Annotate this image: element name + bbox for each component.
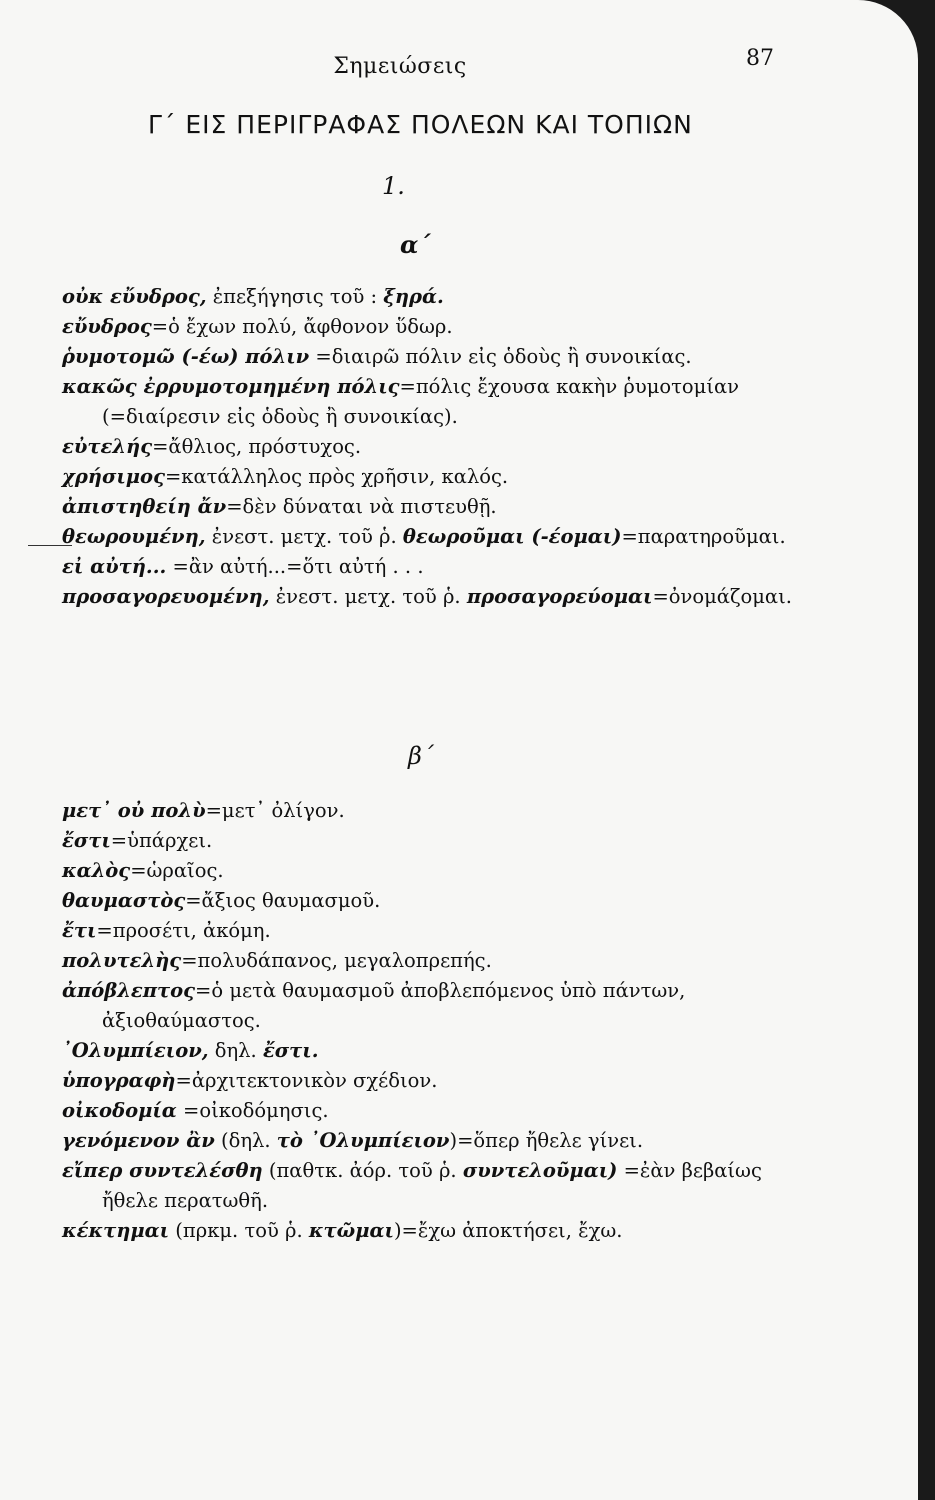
entry-term: προσαγορευομένη, xyxy=(62,585,270,608)
entry-definition: =διαιρῶ πόλιν εἰς ὁδοὺς ἢ συνοικίας. xyxy=(309,345,692,368)
glossary-block-a xyxy=(62,282,802,612)
glossary-entry xyxy=(62,946,802,976)
entry-term: θαυμαστὸς xyxy=(62,889,186,912)
entry-term: θεωρουμένη, xyxy=(62,525,206,548)
glossary-entry xyxy=(62,522,802,552)
running-head: Σημειώσεις xyxy=(333,54,467,79)
entry-term: ὑπογραφὴ xyxy=(62,1069,176,1092)
entry-definition: =ὀνομάζομαι. xyxy=(652,585,792,608)
glossary-entry xyxy=(62,1096,802,1126)
glossary-entry xyxy=(62,492,802,522)
glossary-entry xyxy=(62,976,802,1036)
entry-term: πολυτελὴς xyxy=(62,949,182,972)
entry-definition: (δηλ. xyxy=(214,1129,277,1152)
entry-definition: =ἀρχιτεκτονικὸν σχέδιον. xyxy=(175,1069,438,1092)
glossary-entry xyxy=(62,1036,802,1066)
glossary-entry xyxy=(62,916,802,946)
entry-secondary-term: κτῶμαι xyxy=(308,1219,394,1242)
glossary-entry xyxy=(62,462,802,492)
entry-term: ἔστι xyxy=(62,829,111,852)
entry-definition: =πόλις ἔχουσα κακὴν ῥυμοτομίαν (=διαίρεσιν εἰς ὁδοὺς ἢ συνοικίας). xyxy=(102,375,739,428)
entry-definition: )=ἔχω ἀποκτήσει, ἔχω. xyxy=(393,1219,623,1242)
entry-secondary-term: προσαγορεύομαι xyxy=(466,585,653,608)
entry-definition: =ὁ μετὰ θαυμασμοῦ ἀποβλεπόμενος ὑπὸ πάντων, ἀξιοθαύμαστος. xyxy=(102,979,686,1032)
entry-secondary-term: θεωροῦμαι (-έομαι) xyxy=(402,525,622,548)
entry-definition: =ἂν αὐτή...=ὅτι αὐτή . . . xyxy=(166,555,424,578)
entry-term: εἴπερ συντελέσθη xyxy=(62,1159,263,1182)
glossary-entry xyxy=(62,552,802,582)
entry-secondary-term: συντελοῦμαι) xyxy=(462,1159,618,1182)
glossary-entry xyxy=(62,856,802,886)
entry-definition: =ὡραῖος. xyxy=(130,859,224,882)
section-title: Γ΄ ΕΙΣ ΠΕΡΙΓΡΑΦΑΣ ΠΟΛΕΩΝ ΚΑΙ ΤΟΠΙΩΝ xyxy=(148,110,693,139)
entry-term: εἰ αὐτή... xyxy=(62,555,167,578)
entry-definition: )=ὅπερ ἤθελε γίνει. xyxy=(449,1129,644,1152)
entry-definition: ἐνεστ. μετχ. τοῦ ῥ. xyxy=(269,585,467,608)
entry-secondary-term: ξηρά. xyxy=(383,285,444,308)
entry-definition: =προσέτι, ἀκόμη. xyxy=(96,919,271,942)
entry-term: χρήσιμος xyxy=(62,465,165,488)
entry-definition: =ἄξιος θαυμασμοῦ. xyxy=(185,889,381,912)
entry-definition: =ὑπάρχει. xyxy=(110,829,213,852)
glossary-entry xyxy=(62,342,802,372)
entry-term: γενόμενον ἂν xyxy=(62,1129,215,1152)
entry-definition: (παθτκ. ἀόρ. τοῦ ῥ. xyxy=(262,1159,463,1182)
glossary-entry xyxy=(62,282,802,312)
entry-definition: =κατάλληλος πρὸς χρῆσιν, καλός. xyxy=(164,465,509,488)
glossary-entry xyxy=(62,1156,802,1216)
entry-secondary-term: ἔστι. xyxy=(262,1039,319,1062)
entry-definition: =μετ᾽ ὀλίγον. xyxy=(205,799,345,822)
entry-definition: δηλ. xyxy=(208,1039,263,1062)
entry-definition: =δὲν δύναται νὰ πιστευθῇ. xyxy=(226,495,497,518)
entry-term: ᾽Ολυμπίειον, xyxy=(62,1039,209,1062)
entry-term: ἀπιστηθείη ἄν xyxy=(62,495,227,518)
entry-definition: =οἰκοδόμησις. xyxy=(176,1099,329,1122)
glossary-entry xyxy=(62,372,802,432)
subsection-b-label: β΄ xyxy=(408,742,434,770)
glossary-entry xyxy=(62,582,802,612)
entry-term: ἔτι xyxy=(62,919,97,942)
entry-term: ῥυμοτομῶ (-έω) πόλιν xyxy=(62,345,310,368)
entry-term: κέκτημαι xyxy=(62,1219,170,1242)
entry-definition: =πολυδάπανος, μεγαλοπρεπής. xyxy=(181,949,492,972)
glossary-entry xyxy=(62,1216,802,1246)
entry-term: ἀπόβλεπτος xyxy=(62,979,196,1002)
scan-edge xyxy=(918,0,935,1500)
glossary-block-b xyxy=(62,796,802,1246)
entry-term: καλὸς xyxy=(62,859,131,882)
entry-definition: ἐπεξήγησις τοῦ : xyxy=(206,285,384,308)
glossary-entry xyxy=(62,826,802,856)
part-number: 1. xyxy=(382,172,405,200)
entry-term: εὐτελής xyxy=(62,435,153,458)
glossary-entry xyxy=(62,432,802,462)
glossary-entry xyxy=(62,796,802,826)
entry-definition: (πρκμ. τοῦ ῥ. xyxy=(169,1219,309,1242)
entry-term: μετ᾽ οὐ πολὺ xyxy=(62,799,206,822)
entry-definition: =ἐὰν βεβαίως ἤθελε περατωθῆ. xyxy=(102,1159,762,1212)
entry-definition: ἐνεστ. μετχ. τοῦ ῥ. xyxy=(205,525,403,548)
entry-definition: =παρατηροῦμαι. xyxy=(621,525,786,548)
entry-term: οἰκοδομία xyxy=(62,1099,177,1122)
glossary-entry xyxy=(62,312,802,342)
glossary-entry xyxy=(62,886,802,916)
entry-definition: =ἄθλιος, πρόστυχος. xyxy=(152,435,362,458)
entry-term: οὐκ εὔυδρος, xyxy=(62,285,207,308)
page-number: 87 xyxy=(746,46,774,71)
glossary-entry xyxy=(62,1066,802,1096)
entry-definition: =ὁ ἔχων πολύ, ἄφθονον ὕδωρ. xyxy=(151,315,453,338)
entry-term: εὔυδρος xyxy=(62,315,152,338)
subsection-a-label: α΄ xyxy=(400,230,431,259)
glossary-entry xyxy=(62,1126,802,1156)
entry-term: κακῶς ἐρρυμοτομημένη πόλις xyxy=(62,375,400,398)
entry-secondary-term: τὸ ᾽Ολυμπίειον xyxy=(276,1129,450,1152)
